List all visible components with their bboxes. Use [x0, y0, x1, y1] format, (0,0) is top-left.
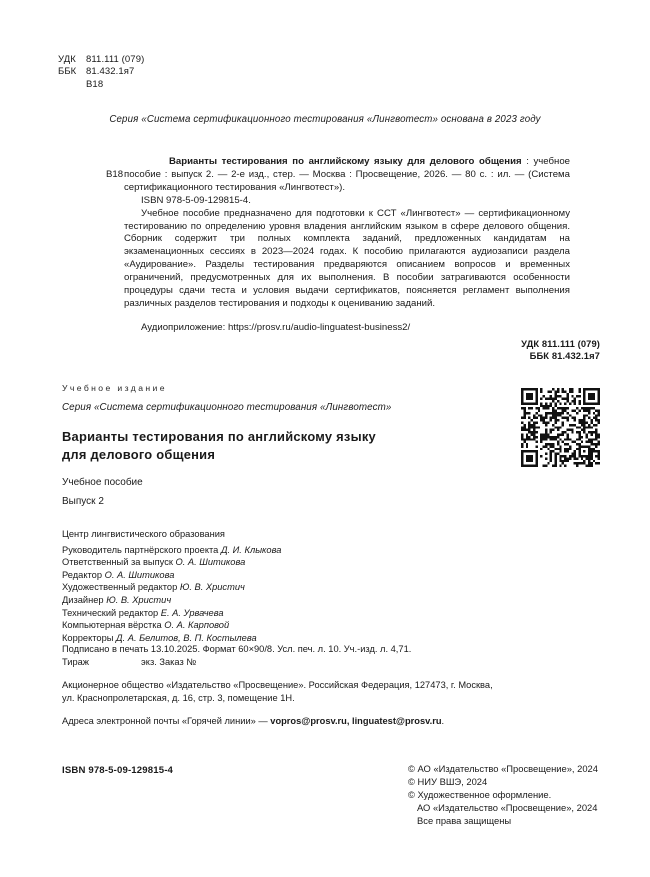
- hotline-line: [62, 715, 582, 728]
- edition-issue-label: Выпуск 2: [62, 496, 104, 507]
- bbk-value: 81.432.1я7: [86, 66, 135, 78]
- credits-role-name: Корректоры: [62, 632, 117, 643]
- print-run-line: [62, 656, 582, 669]
- isbn-footer: ISBN 978-5-09-129815-4: [62, 765, 174, 776]
- credits-role-item: [62, 556, 281, 569]
- credits-role-name: Дизайнер: [62, 594, 107, 605]
- publisher-address-group: [62, 679, 582, 704]
- udk-label: УДК: [58, 54, 76, 65]
- credits-person-name: О. А. Карповой: [164, 620, 230, 631]
- credits-role-item: [62, 569, 281, 582]
- credits-department: Центр лингвистического образования: [62, 529, 225, 539]
- hotline-emails[interactable]: vopros@prosv.ru, linguatest@prosv.ru: [270, 716, 442, 727]
- shelf-code: В18: [86, 78, 104, 90]
- audio-appendix-url[interactable]: https://prosv.ru/audio-linguatest-business2/: [227, 321, 411, 333]
- record-title: Варианты тестирования по английскому языку для делового общения: [169, 156, 522, 167]
- record-isbn: ISBN 978-5-09-129815-4.: [141, 194, 251, 206]
- edition-format-label: Учебное пособие: [62, 477, 143, 488]
- credits-person-name: Ю. В. Христич: [106, 594, 172, 605]
- print-details-line: Подписано в печать 13.10.2025. Формат 60×90/8. Усл. печ. л. 10. Уч.-изд. л. 4,71.: [62, 644, 412, 654]
- copyright-main-lines: [408, 763, 598, 802]
- hotline-label: Адреса электронной почты «Горячей линии» —: [62, 716, 271, 727]
- copyright-line: © НИУ ВШЭ, 2024: [408, 775, 488, 787]
- credits-role-item: [62, 619, 281, 632]
- credits-role-item: [62, 607, 281, 620]
- page-title: [62, 428, 462, 463]
- bbk-label: ББК: [58, 66, 77, 78]
- credits-role-name: Руководитель партнёрского проекта: [62, 544, 221, 555]
- qr-code-image: [521, 388, 600, 467]
- audio-appendix-line: [124, 322, 570, 335]
- credits-person-name: О. А. Шитикова: [104, 569, 175, 580]
- copyright-line: © АО «Издательство «Просвещение», 2024: [408, 763, 598, 774]
- page-title-line-1: Варианты тестирования по английскому языку: [62, 429, 376, 444]
- copyright-block: [408, 763, 598, 828]
- udk-right-value: УДК 811.111 (079): [521, 338, 600, 349]
- bibliographic-record: [106, 156, 570, 335]
- hotline-group: [62, 715, 582, 728]
- copyright-hanging-lines: [408, 802, 598, 828]
- udk-row: [58, 54, 144, 66]
- classification-block-right: [521, 338, 600, 362]
- publisher-address-line-2: ул. Краснопролетарская, д. 16, стр. 3, помещение 1Н.: [62, 692, 295, 703]
- udk-value: 811.111 (079): [86, 54, 145, 65]
- credits-role-name: Технический редактор: [62, 607, 161, 618]
- credits-role-name: Редактор: [62, 569, 105, 580]
- record-annotation: Учебное пособие предназначено для подготовки к ССТ «Лингвотест» — сертификационному тестированию по определению уровня владения английским языком в сфере делового общения. Сборник содержит три полных комплекта заданий, предложенных кандидатам на экзаменационных сессиях в 2023—2024 годах. К пособию прилагаются аудиозаписи раздела «Аудирование». Разделы тестирования предваряются описанием вопросов и временных ограничений, предусмотренных для их выполнения. В пособии затрагиваются особенности процедуры сдачи теста и условия выдачи сертификатов, поясняется регламент выполнения различных разделов тестирования и подходы к оцениванию заданий.: [124, 207, 570, 309]
- record-description-rest: : учебное пособие : выпуск 2. — 2-е изд., стер. — Москва : Просвещение, 2026. — 80 с. : ил. — (Система сертификационного тестирования «Лингвотест»).: [124, 156, 570, 193]
- credits-role-item: [62, 581, 281, 594]
- series-note-top: Серия «Система сертификационного тестирования «Лингвотест» основана в 2023 году: [109, 114, 541, 125]
- copyright-line: © Художественное оформление.: [408, 788, 552, 800]
- credits-role-name: Компьютерная вёрстка: [62, 620, 165, 631]
- bbk-row: [58, 66, 144, 78]
- imprint-block: [62, 643, 582, 728]
- credits-role-item: [62, 594, 281, 607]
- publisher-address-line-1: Акционерное общество «Издательство «Просвещение». Российская Федерация, 127473, г. Москва,: [62, 680, 493, 691]
- print-run-group: [62, 643, 582, 668]
- classification-block-top: [58, 54, 144, 91]
- credits-person-name: Е. А. Урвачева: [160, 607, 224, 618]
- credits-role-list: [62, 544, 281, 645]
- series-line-secondary: Серия «Система сертификационного тестирования «Лингвотест»: [62, 402, 392, 413]
- copyright-line: АО «Издательство «Просвещение», 2024: [417, 801, 598, 813]
- credits-block: [62, 528, 281, 644]
- record-description: [124, 156, 570, 195]
- audio-appendix-label: Аудиоприложение:: [141, 321, 226, 333]
- credits-role-name: Художественный редактор: [62, 582, 180, 593]
- credits-person-name: Ю. В. Христич: [179, 582, 245, 593]
- print-run-label: Тираж: [62, 656, 90, 667]
- bbk-right-value: ББК 81.432.1я7: [529, 350, 600, 362]
- credits-person-name: Д. И. Клыкова: [220, 544, 282, 555]
- print-run-unit: экз. Заказ №: [141, 656, 197, 667]
- qr-code[interactable]: [521, 388, 600, 467]
- credits-role-item: [62, 544, 281, 557]
- page-title-line-2: для делового общения: [62, 446, 216, 462]
- record-shelf-mark: В18: [106, 168, 124, 180]
- hotline-suffix: .: [441, 716, 445, 727]
- copyright-line: Все права защищены: [417, 814, 512, 826]
- credits-person-name: Д. А. Белитов, В. П. Костылева: [116, 632, 257, 643]
- credits-person-name: О. А. Шитикова: [175, 557, 246, 568]
- credits-role-name: Ответственный за выпуск: [62, 557, 176, 568]
- edition-type-label: Учебное издание: [62, 383, 167, 393]
